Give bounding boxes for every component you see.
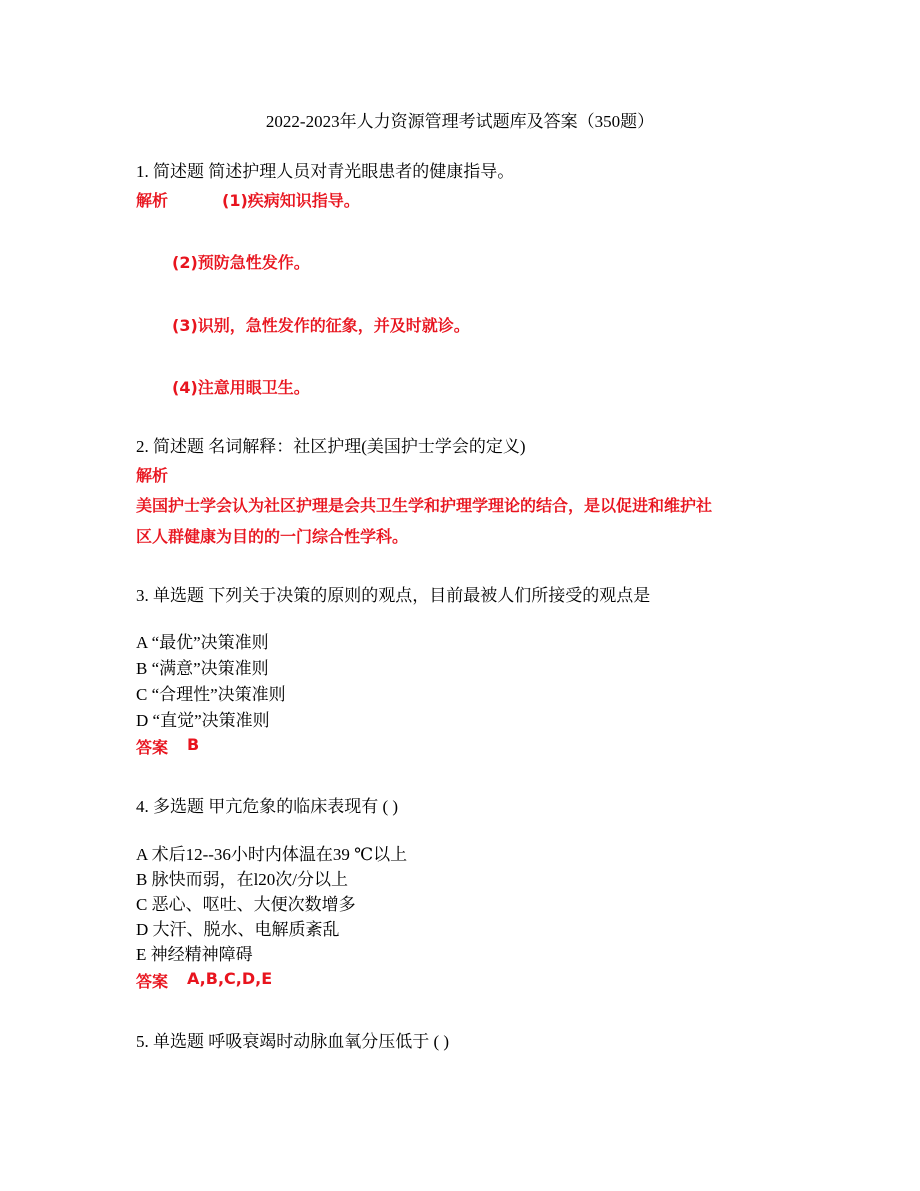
question-2-analysis-line: 区人群健康为目的的一门综合性学科。 xyxy=(136,527,409,546)
question-1-stem: 1. 简述题 简述护理人员对青光眼患者的健康指导。 xyxy=(136,162,515,181)
question-3-option-a: A “最优”决策准则 xyxy=(136,633,269,652)
question-1-analysis-line: (2)预防急性发作。 xyxy=(172,253,310,272)
question-2-analysis-line: 美国护士学会认为社区护理是会共卫生学和护理学理论的结合，是以促进和维护社 xyxy=(136,496,713,515)
question-1-analysis-line: (3)识别，急性发作的征象，并及时就诊。 xyxy=(172,316,470,335)
question-2-stem: 2. 简述题 名词解释：社区护理(美国护士学会的定义) xyxy=(136,437,526,456)
question-5-stem: 5. 单选题 呼吸衰竭时动脉血氧分压低于 ( ) xyxy=(136,1032,450,1051)
question-1-analysis-label: 解析 xyxy=(136,191,169,210)
question-4-option-b: B 脉快而弱，在l20次/分以上 xyxy=(136,870,349,889)
question-4-option-e: E 神经精神障碍 xyxy=(136,945,253,964)
document-title: 2022-2023年人力资源管理考试题库及答案（350题） xyxy=(265,112,655,131)
question-3-stem: 3. 单选题 下列关于决策的原则的观点，目前最被人们所接受的观点是 xyxy=(136,586,651,605)
question-4-option-c: C 恶心、呕吐、大便次数增多 xyxy=(136,895,356,914)
question-3-answer-value: B xyxy=(187,735,200,754)
question-3-answer-label: 答案 xyxy=(136,738,169,757)
question-3-option-b: B “满意”决策准则 xyxy=(136,659,269,678)
question-4-option-a: A 术后12--36小时内体温在39 ℃以上 xyxy=(136,845,408,864)
question-4-option-d: D 大汗、脱水、电解质紊乱 xyxy=(136,920,340,939)
question-1-analysis-line: (1)疾病知识指导。 xyxy=(222,191,360,210)
question-3-option-c: C “合理性”决策准则 xyxy=(136,685,286,704)
question-4-stem: 4. 多选题 甲亢危象的临床表现有 ( ) xyxy=(136,797,399,816)
question-4-answer-label: 答案 xyxy=(136,972,169,991)
question-2-analysis-label: 解析 xyxy=(136,466,169,485)
question-4-answer-value: A,B,C,D,E xyxy=(187,969,273,988)
question-1-analysis-line: (4)注意用眼卫生。 xyxy=(172,378,310,397)
question-3-option-d: D “直觉”决策准则 xyxy=(136,711,270,730)
